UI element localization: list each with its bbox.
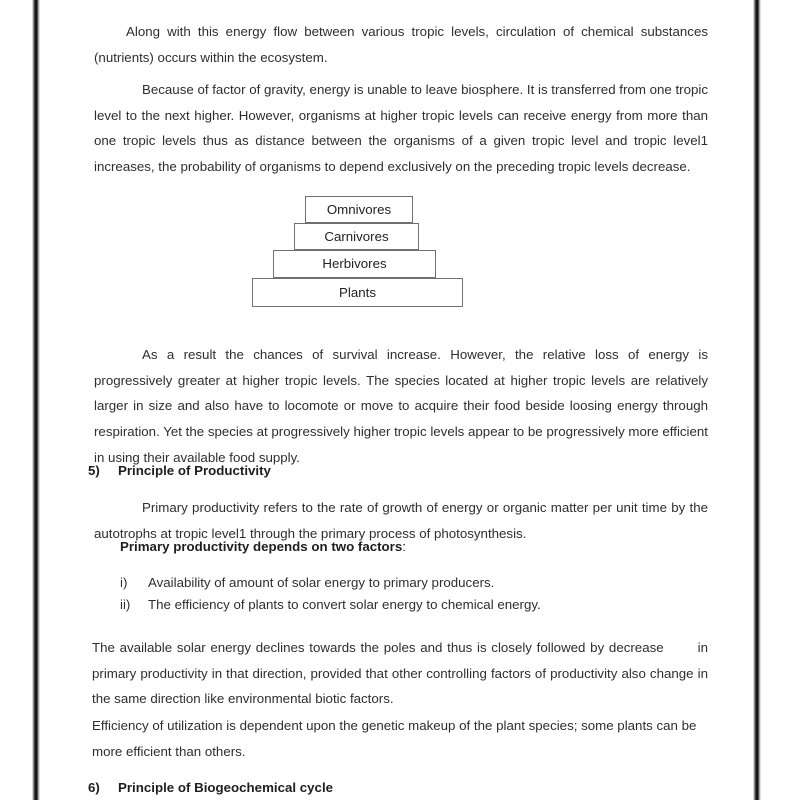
list-item xyxy=(120,594,680,616)
paragraph-gravity-energy-transfer: Because of factor of gravity, energy is unable to leave biosphere. It is transferred from one tropic level to the next higher. However, organisms at higher tropic levels can receive energy from more than one tropic levels thus as distance between the organisms of a given tropic level and tropic level1 increases, the probability of organisms to depend exclusively on the preceding tropic levels decrease. xyxy=(94,82,708,175)
pyramid-tier-herbivores xyxy=(273,250,436,278)
heading-biogeochemical-number: 6) xyxy=(88,780,100,795)
paragraph-energy-flow: Along with this energy flow between various tropic levels, circulation of chemical substances (nutrients) occurs within the ecosystem. xyxy=(94,24,708,65)
list-item-marker: ii) xyxy=(120,597,131,612)
paragraph-efficiency-of-utilization: Efficiency of utilization is dependent upon the genetic makeup of the plant species; some plants can be more efficient than others. xyxy=(92,718,697,759)
paragraph-primary-productivity-definition: Primary productivity refers to the rate of growth of energy or organic matter per unit time by the autotrophs at tropic level1 through the primary process of photosynthesis. xyxy=(94,500,708,541)
list-item-marker: i) xyxy=(120,575,128,590)
paragraph-survival-chances: As a result the chances of survival increase. However, the relative loss of energy is progressively greater at higher tropic levels. The species located at higher tropic levels are relatively larger in size and also have to locomote or move to acquire their food beside loosing energy through respiration. Yet the species at progressively higher tropic levels appear to be progressively more efficient in using their available food supply. xyxy=(94,347,708,465)
pyramid-tier-plants-label: Plants xyxy=(339,284,376,300)
subheading-two-factors xyxy=(120,537,406,557)
list-item xyxy=(120,572,680,594)
subheading-two-factors-text: Primary productivity depends on two factors xyxy=(120,539,403,554)
pyramid-tier-plants xyxy=(252,278,463,307)
paragraph-solar-energy-part1: The available solar energy declines towards the poles and thus is closely followed by decrease xyxy=(92,640,664,656)
factors-list xyxy=(120,572,680,616)
pyramid-tier-omnivores-label: Omnivores xyxy=(326,201,392,217)
pyramid-tier-carnivores xyxy=(294,223,419,250)
heading-productivity-number: 5) xyxy=(88,463,100,478)
list-item-text: The efficiency of plants to convert solar energy to chemical energy. xyxy=(148,597,541,612)
paragraph-solar-energy-part2: in primary productivity in that direction, provided that other controlling factors of productivity also change in the same direction like environmental biotic factors. xyxy=(92,640,708,707)
pyramid-tier-herbivores-label: Herbivores xyxy=(322,256,387,272)
heading-biogeochemical-title: Principle of Biogeochemical cycle xyxy=(118,780,334,795)
pyramid-tier-omnivores xyxy=(305,196,413,223)
subheading-two-factors-colon: : xyxy=(402,539,406,554)
heading-principle-of-productivity xyxy=(88,461,271,481)
heading-principle-of-biogeochemical-cycle xyxy=(88,778,333,798)
heading-productivity-title: Principle of Productivity xyxy=(118,463,271,478)
pyramid-tier-carnivores-label: Carnivores xyxy=(324,228,389,244)
list-item-text: Availability of amount of solar energy to primary producers. xyxy=(148,575,495,590)
paragraph-solar-energy-decline xyxy=(92,635,708,712)
